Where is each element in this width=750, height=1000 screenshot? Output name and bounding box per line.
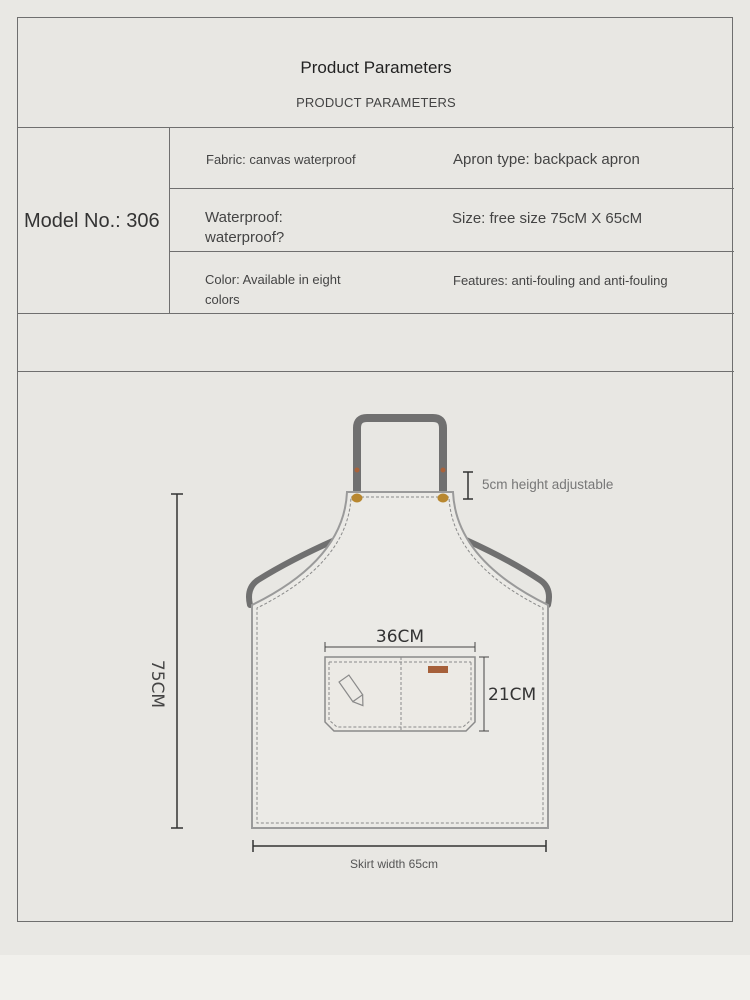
- brass-buckle: [438, 494, 449, 503]
- pocket-width-label: 36CM: [375, 627, 425, 647]
- strap-rivet: [441, 468, 446, 473]
- param-features: Features: anti-fouling and anti-fouling: [453, 273, 668, 288]
- strap-rivet: [355, 468, 360, 473]
- param-fabric: Fabric: canvas waterproof: [206, 152, 356, 167]
- model-number: Model No.: 306: [24, 210, 160, 232]
- page-subtitle: PRODUCT PARAMETERS: [296, 95, 456, 110]
- skirt-width-label: Skirt width 65cm: [349, 857, 439, 871]
- height-label: 75CM: [147, 659, 167, 709]
- leather-label: [428, 666, 448, 673]
- bottom-band: [0, 955, 750, 1000]
- pocket-height-label: 21CM: [488, 685, 537, 705]
- strap-note: 5cm height adjustable: [482, 477, 614, 492]
- neck-strap: [357, 418, 443, 493]
- brass-buckle: [352, 494, 363, 503]
- param-color: Color: Available in eight colors: [205, 272, 341, 307]
- page-title: Product Parameters: [300, 58, 452, 77]
- param-size: Size: free size 75cM X 65cM: [452, 210, 643, 227]
- param-waterproof: Waterproof: waterproof?: [205, 209, 285, 246]
- param-apron-type: Apron type: backpack apron: [453, 151, 640, 168]
